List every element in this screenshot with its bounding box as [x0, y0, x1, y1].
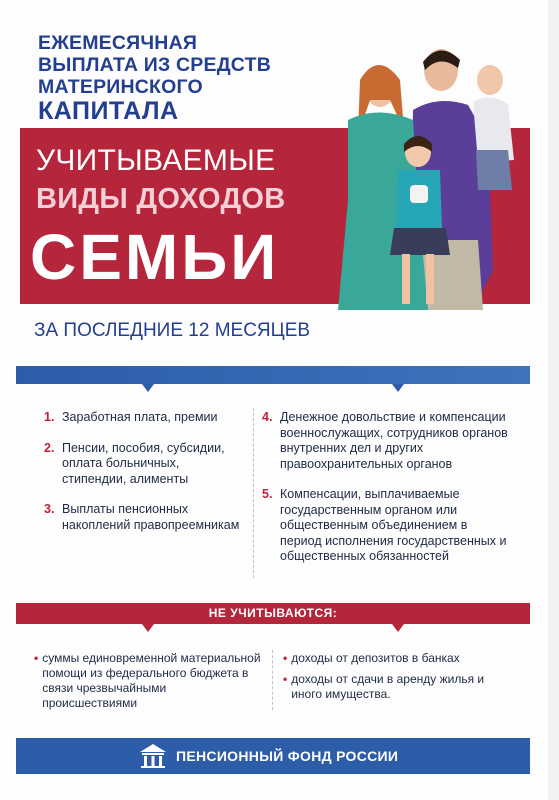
item-text: Пенсии, пособия, субсидии, оплата больничных, стипендии, алименты — [62, 440, 225, 486]
included-list-left — [44, 410, 244, 548]
header-title — [38, 32, 298, 124]
banner-line-2: ВИДЫ ДОХОДОВ — [36, 183, 286, 215]
column-divider — [253, 408, 254, 578]
item-number: 3. — [44, 502, 55, 516]
list-item — [44, 410, 244, 426]
bullet-icon: • — [283, 672, 288, 686]
list-item — [262, 410, 510, 472]
item-text: Денежное довольствие и компенсации военнослужащих, сотрудников органов внутренних дел и других правоохранительных органов — [280, 410, 508, 471]
included-list-right — [262, 410, 510, 580]
list-item — [283, 672, 513, 702]
item-text: доходы от депозитов в банках — [291, 651, 460, 665]
header-title-line-3: МАТЕРИНСКОГО — [38, 76, 203, 98]
banner-line-3: СЕМЬИ — [30, 221, 280, 293]
header-title-line-2: ВЫПЛАТА ИЗ СРЕДСТВ — [38, 54, 271, 76]
item-number: 1. — [44, 410, 55, 424]
blue-divider-bar — [16, 366, 530, 384]
banner-line-1: УЧИТЫВАЕМЫЕ — [36, 144, 276, 177]
column-divider — [272, 650, 273, 710]
arrow-down-icon — [142, 384, 154, 392]
header-title-line-1: ЕЖЕМЕСЯЧНАЯ — [38, 32, 198, 54]
header-title-line-4: КАПИТАЛА — [38, 97, 179, 125]
arrow-down-icon — [392, 624, 404, 632]
excluded-list-right — [283, 651, 513, 708]
excluded-header-bar: НЕ УЧИТЫВАЮТСЯ: — [16, 603, 530, 624]
item-number: 4. — [262, 410, 273, 424]
bullet-icon: • — [34, 651, 39, 665]
scan-edge — [548, 0, 559, 800]
item-text: суммы единовременной материальной помощи из федерального бюджета в связи чрезвычайными происшествиями — [42, 651, 261, 710]
footer-bar — [16, 738, 530, 774]
item-text: доходы от сдачи в аренду жилья и иного имущества. — [291, 672, 485, 701]
list-item — [34, 651, 264, 711]
item-text: Заработная плата, премии — [62, 410, 218, 424]
bullet-icon: • — [283, 651, 288, 665]
arrow-down-icon — [392, 384, 404, 392]
list-item — [283, 651, 513, 666]
excluded-list-left — [34, 651, 264, 717]
pension-fund-logo-icon — [138, 742, 168, 770]
arrow-down-icon — [142, 624, 154, 632]
footer-label: ПЕНСИОННЫЙ ФОНД РОССИИ — [176, 748, 399, 764]
item-text: Компенсации, выплачиваемые государственным органом или общественным объединением в период исполнения государственных и общественных обязанностей — [280, 487, 507, 563]
item-text: Выплаты пенсионных накоплений правопреемникам — [62, 502, 240, 532]
list-item — [44, 502, 244, 533]
item-number: 2. — [44, 440, 55, 455]
list-item — [44, 441, 244, 488]
list-item — [262, 487, 510, 565]
subtitle: ЗА ПОСЛЕДНИЕ 12 МЕСЯЦЕВ — [34, 320, 311, 341]
item-number: 5. — [262, 487, 273, 501]
family-photo — [318, 40, 530, 310]
